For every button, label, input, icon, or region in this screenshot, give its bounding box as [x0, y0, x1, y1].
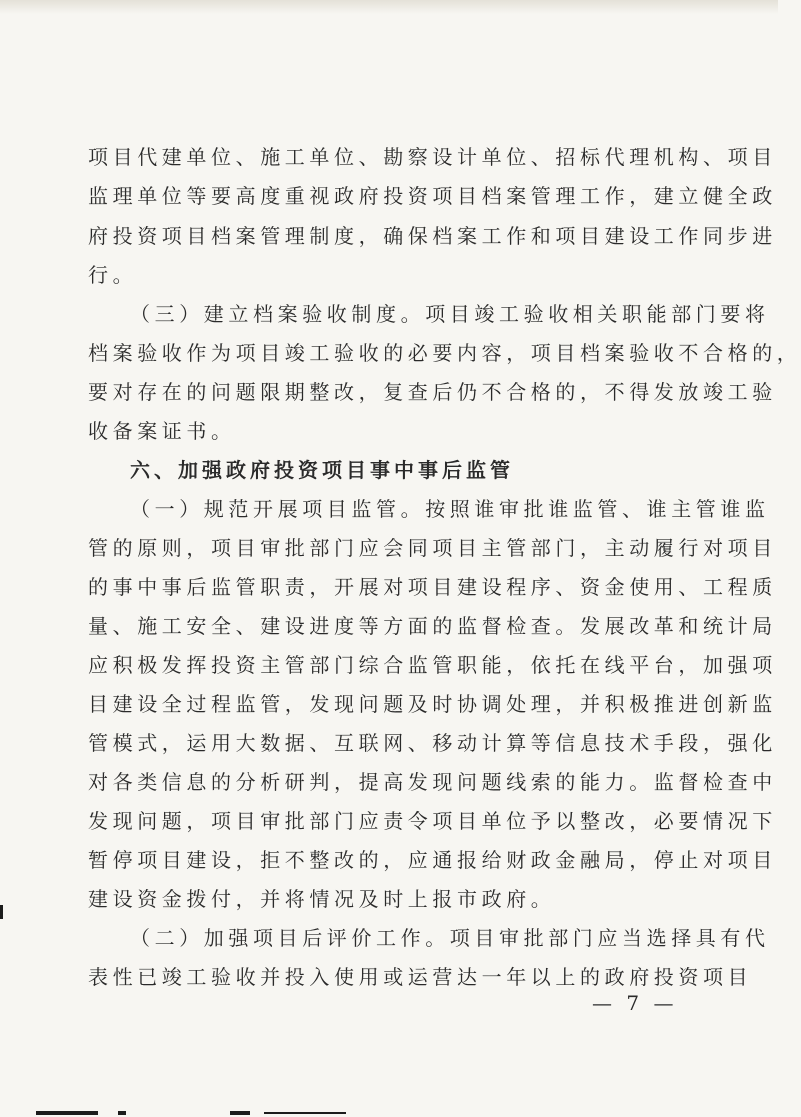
text-line: 应积极发挥投资主管部门综合监管职能，依托在线平台，加强项: [88, 653, 777, 677]
scan-mark: [118, 1111, 126, 1115]
page-number: — 7 —: [592, 991, 678, 1015]
text-line: 监理单位等要高度重视政府投资项目档案管理工作，建立健全政: [88, 184, 777, 208]
text-line: 的事中事后监管职责，开展对项目建设程序、资金使用、工程质: [88, 575, 777, 599]
scan-mark: [36, 1111, 98, 1115]
text-line: 建设资金拨付，并将情况及时上报市政府。: [88, 887, 556, 911]
text-line: 档案验收作为项目竣工验收的必要内容，项目档案验收不合格的，: [88, 341, 801, 365]
scan-mark: [0, 905, 3, 919]
text-line: 对各类信息的分析研判，提高发现问题线索的能力。监督检查中: [88, 770, 777, 794]
text-line: 行。: [88, 263, 138, 287]
text-line: 量、施工安全、建设进度等方面的监督检查。发展改革和统计局: [88, 614, 777, 638]
text-line: （三）建立档案验收制度。项目竣工验收相关职能部门要将: [130, 302, 770, 326]
text-line: 管的原则，项目审批部门应会同项目主管部门，主动履行对项目: [88, 536, 777, 560]
text-line: （一）规范开展项目监管。按照谁审批谁监管、谁主管谁监: [130, 497, 770, 521]
text-line: 暂停项目建设，拒不整改的，应通报给财政金融局，停止对项目: [88, 848, 777, 872]
text-line: 发现问题，项目审批部门应责令项目单位予以整改，必要情况下: [88, 809, 777, 833]
scan-mark: [230, 1111, 250, 1115]
text-line: 管模式，运用大数据、互联网、移动计算等信息技术手段，强化: [88, 731, 777, 755]
text-line: 项目代建单位、施工单位、勘察设计单位、招标代理机构、项目: [88, 145, 777, 169]
text-line: 要对存在的问题限期整改，复查后仍不合格的，不得发放竣工验: [88, 380, 777, 404]
section-heading: 六、加强政府投资项目事中事后监管: [130, 458, 514, 482]
scan-mark: [264, 1112, 346, 1114]
text-line: 府投资项目档案管理制度，确保档案工作和项目建设工作同步进: [88, 224, 777, 248]
text-line: （二）加强项目后评价工作。项目审批部门应当选择具有代: [130, 926, 770, 950]
text-line: 收备案证书。: [88, 419, 236, 443]
text-line: 表性已竣工验收并投入使用或运营达一年以上的政府投资项目: [88, 965, 753, 989]
text-line: 目建设全过程监管，发现问题及时协调处理，并积极推进创新监: [88, 692, 777, 716]
